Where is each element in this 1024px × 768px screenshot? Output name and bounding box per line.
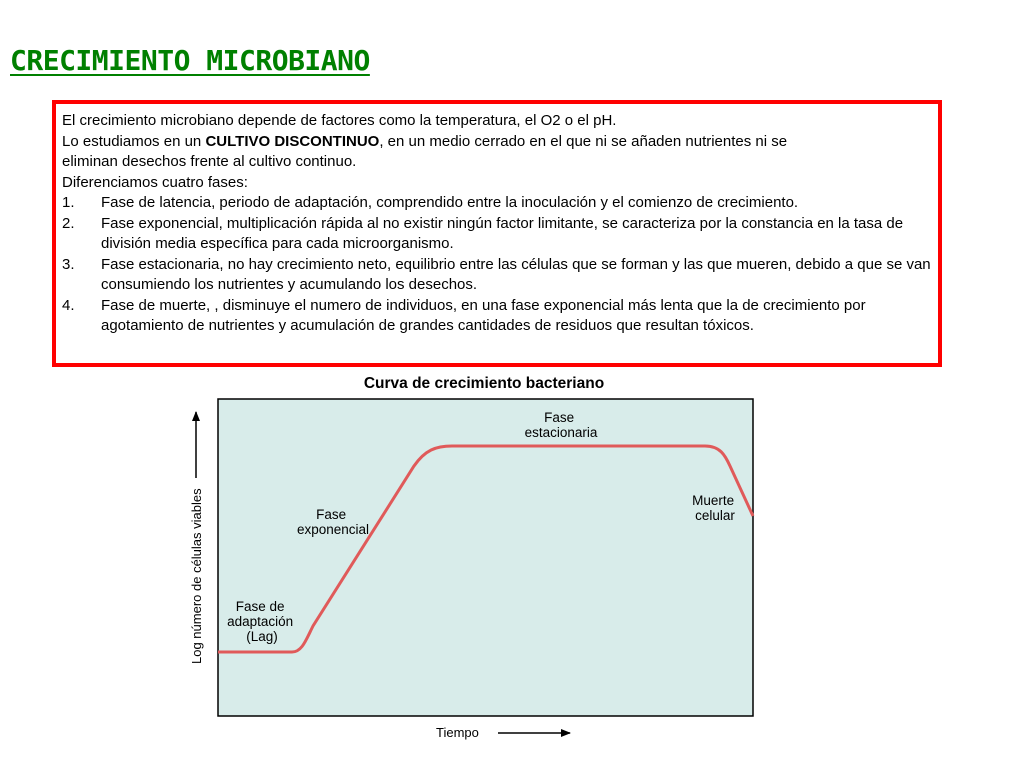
phase-number: 3.	[62, 255, 75, 273]
intro-line-factors: El crecimiento microbiano depende de factores como la temperatura, el O2 o el pH.	[62, 112, 617, 129]
x-axis-label: Tiempo	[436, 725, 479, 740]
culture-text-after: , en un medio cerrado en el que ni se añaden nutrientes ni se	[379, 132, 788, 150]
phase-description: Fase de latencia, periodo de adaptación, comprendido entre la inoculación y el comienzo de crecimiento.	[101, 194, 799, 211]
culture-text-before: Lo estudiamos en un	[62, 132, 206, 150]
phase-label-exponential: Fase exponencial	[296, 507, 370, 537]
phase-number: 1.	[62, 194, 75, 211]
diagram-title: Curva de crecimiento bacteriano	[363, 375, 605, 392]
slide-title: CRECIMIENTO MICROBIANO	[10, 44, 370, 77]
phase-label-death: Muerte celular	[692, 493, 735, 523]
intro-line-continuous: eliminan desechos frente al cultivo continuo.	[62, 153, 357, 170]
phase-number: 4.	[62, 296, 75, 314]
phase-description: Fase exponencial, multiplicación rápida al no existir ningún factor limitante, se caracteriza por la constancia en la tasa de división media específica para cada microorganismo.	[101, 214, 904, 252]
phase-description: Fase de muerte, , disminuye el numero de individuos, en una fase exponencial más lenta que la de crecimiento por agotamiento de nutrientes y acumulación de grandes cantidades de residuos que resultan tóxicos.	[101, 296, 866, 334]
phase-label-lag: Fase de adaptación (Lag)	[227, 599, 294, 644]
culture-type-bold: CULTIVO DISCONTINUO	[205, 132, 380, 150]
phase-number: 2.	[62, 214, 75, 232]
phase-description: Fase estacionaria, no hay crecimiento neto, equilibrio entre las células que se forman y las que mueren, debido a que se van consumiendo los nutrientes y acumulando los desechos.	[101, 255, 931, 293]
intro-line-phases: Diferenciamos cuatro fases:	[62, 173, 248, 191]
phase-label-stationary: Fase estacionaria	[524, 410, 598, 440]
y-axis-label: Log número de células viables	[189, 488, 204, 664]
